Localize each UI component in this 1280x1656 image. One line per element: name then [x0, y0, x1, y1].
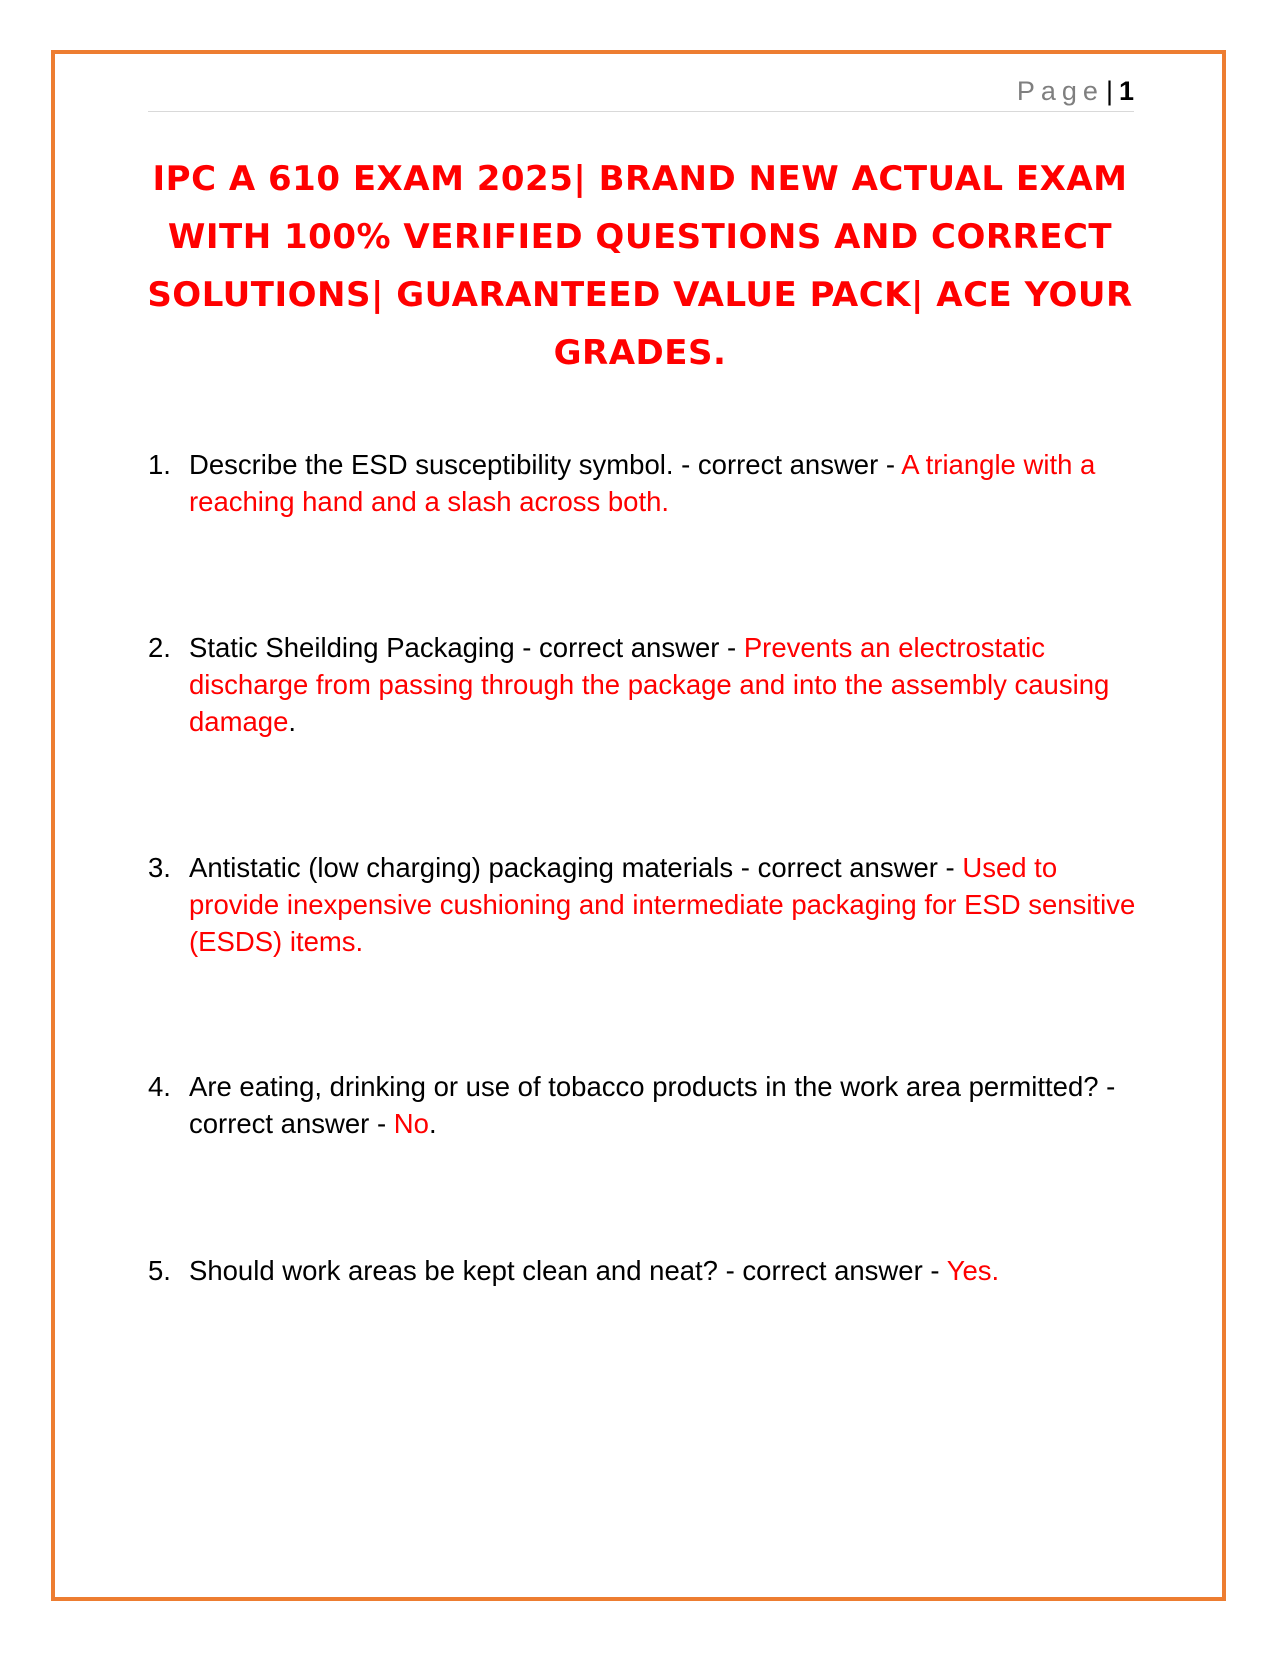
question-item-3 [148, 849, 1138, 960]
trailing-text: . [288, 706, 297, 737]
trailing-text: . [428, 1108, 437, 1139]
question-item-5 [148, 1252, 1138, 1289]
answer-text: No [393, 1108, 429, 1139]
page-label: Page [1016, 76, 1104, 106]
item-number: 2. [148, 632, 171, 663]
answer-text: A triangle with a reaching hand and a slash across both. [189, 449, 1096, 517]
page-header [148, 76, 1134, 112]
document-title: IPC A 610 EXAM 2025| BRAND NEW ACTUAL EXAM WITH 100% VERIFIED QUESTIONS AND CORRECT SOLUTIONS| GUARANTEED VALUE PACK| ACE YOUR GRADES. [147, 159, 1133, 373]
item-number: 5. [148, 1255, 171, 1286]
question-text: Should work areas be kept clean and neat? - correct answer - [189, 1255, 947, 1286]
question-text: Antistatic (low charging) packaging materials - correct answer - [189, 852, 963, 883]
question-text: Are eating, drinking or use of tobacco products in the work area permitted? - correct answer - [189, 1071, 1116, 1139]
page-number: 1 [1118, 76, 1134, 106]
question-item-4 [148, 1068, 1138, 1142]
answer-text: Prevents an electrostatic discharge from passing through the package and into the assembly causing damage [189, 632, 1110, 737]
item-number: 3. [148, 852, 171, 883]
answer-text: Yes. [946, 1255, 1000, 1286]
question-item-2 [148, 629, 1138, 740]
item-number: 4. [148, 1071, 171, 1102]
page-separator: | [1105, 76, 1113, 106]
item-number: 1. [148, 449, 171, 480]
question-text: Static Sheilding Packaging - correct answer - [189, 632, 744, 663]
answer-text: Used to provide inexpensive cushioning and intermediate packaging for ESD sensitive (ESDS) items. [189, 852, 1136, 957]
question-item-1 [148, 446, 1138, 520]
question-text: Describe the ESD susceptibility symbol. - correct answer - [189, 449, 902, 480]
